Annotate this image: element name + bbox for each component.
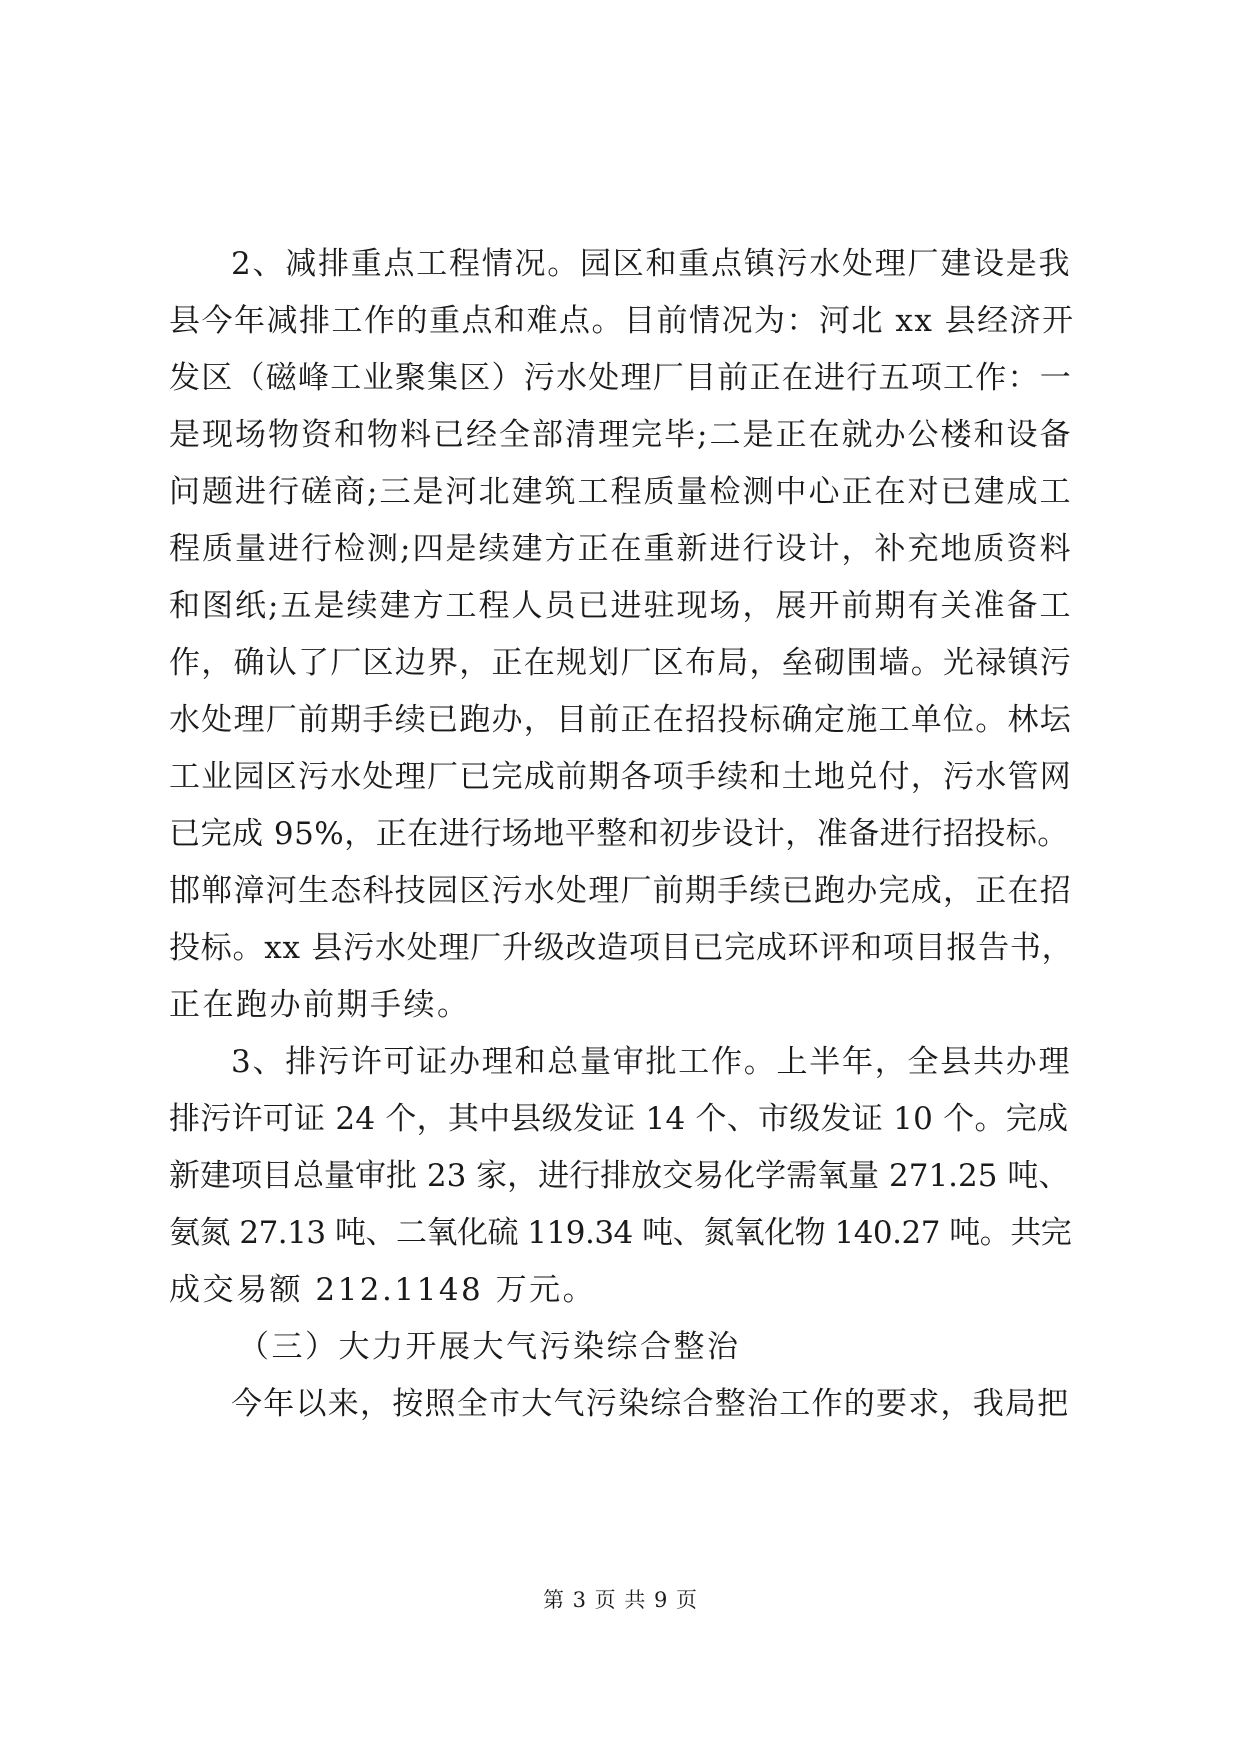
paragraph-line: 排污许可证 24 个，其中县级发证 14 个、市级发证 10 个。完成 (169, 1101, 1069, 1137)
paragraph-line: 投标。xx 县污水处理厂升级改造项目已完成环评和项目报告书， (169, 930, 1074, 966)
section-heading: （三）大力开展大气污染综合整治 (238, 1329, 741, 1365)
paragraph-line: 作，确认了厂区边界，正在规划厂区布局，垒砌围墙。光禄镇污 (169, 645, 1072, 681)
paragraph-line: 水处理厂前期手续已跑办，目前正在招投标确定施工单位。林坛 (169, 702, 1072, 738)
paragraph-line: 工业园区污水处理厂已完成前期各项手续和土地兑付，污水管网 (169, 759, 1072, 795)
paragraph-line: 氨氮 27.13 吨、二氧化硫 119.34 吨、氮氧化物 140.27 吨。共完 (169, 1215, 1072, 1251)
paragraph-line: 正在跑办前期手续。 (169, 987, 471, 1023)
paragraph-line: 3、排污许可证办理和总量审批工作。上半年，全县共办理 (231, 1044, 1072, 1080)
paragraph-line: 今年以来，按照全市大气污染综合整治工作的要求，我局把 (231, 1386, 1070, 1422)
paragraph-line: 问题进行磋商;三是河北建筑工程质量检测中心正在对已建成工 (169, 474, 1073, 510)
paragraph-line: 是现场物资和物料已经全部清理完毕;二是正在就办公楼和设备 (169, 417, 1073, 453)
page-number-footer: 第 3 页 共 9 页 (542, 1588, 699, 1612)
paragraph-line: 成交易额 212.1148 万元。 (169, 1272, 597, 1308)
paragraph-line: 2、减排重点工程情况。园区和重点镇污水处理厂建设是我 (231, 246, 1072, 282)
paragraph-line: 和图纸;五是续建方工程人员已进驻现场，展开前期有关准备工 (169, 588, 1073, 624)
paragraph-line: 邯郸漳河生态科技园区污水处理厂前期手续已跑办完成，正在招 (169, 873, 1072, 909)
paragraph-line: 新建项目总量审批 23 家，进行排放交易化学需氧量 271.25 吨、 (169, 1158, 1070, 1194)
paragraph-line: 县今年减排工作的重点和难点。目前情况为：河北 xx 县经济开 (169, 303, 1075, 339)
paragraph-line: 已完成 95%，正在进行场地平整和初步设计，准备进行招投标。 (169, 816, 1069, 852)
paragraph-line: 程质量进行检测;四是续建方正在重新进行设计，补充地质资料 (169, 531, 1073, 567)
paragraph-line: 发区（磁峰工业聚集区）污水处理厂目前正在进行五项工作：一 (169, 360, 1072, 396)
